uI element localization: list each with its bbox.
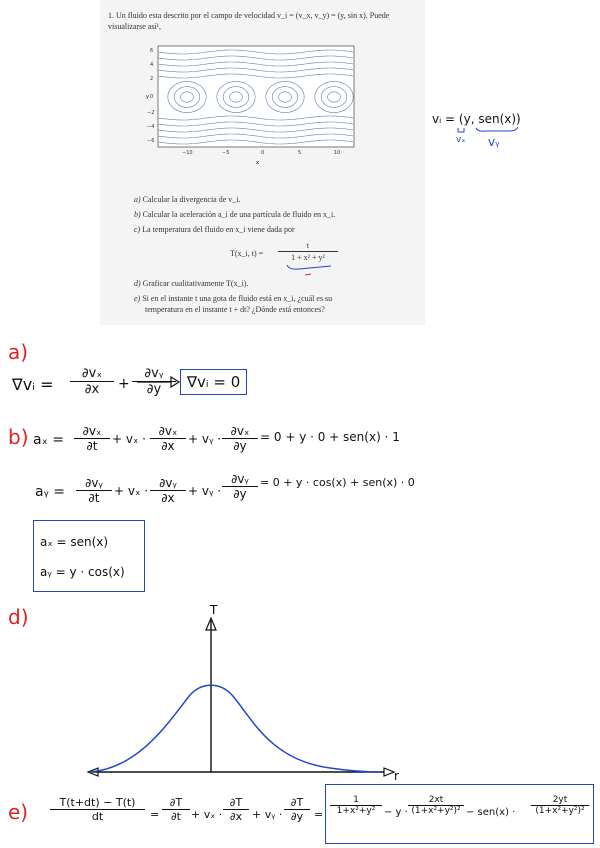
ay-t3: + vᵧ ·	[188, 484, 222, 498]
ay-rhs: = 0 + y · cos(x) + sen(x) · 0	[260, 476, 415, 489]
temperature-formula	[230, 248, 263, 259]
side-note-eq: vᵢ = (y, sen(x))	[432, 112, 521, 126]
y-tick: 4	[150, 62, 154, 68]
y-tick: 6	[150, 48, 154, 54]
plot-x-label: x	[256, 160, 259, 166]
item-e-cont: temperatura en el instante t + dt? ¿Dónde está entonces?	[145, 305, 325, 314]
x-tick: 5	[298, 150, 302, 156]
ax-lhs: aₓ =	[33, 432, 64, 448]
b-result-box	[33, 520, 145, 592]
ay-frac3: ∂vᵧ ∂y	[222, 472, 258, 501]
b-result-ay: aᵧ = y · cos(x)	[40, 565, 125, 579]
y-tick: −2	[147, 110, 155, 116]
side-note-vy: vᵧ	[488, 135, 500, 149]
side-note-brackets	[452, 126, 532, 138]
e-t3: + vᵧ ·	[252, 808, 283, 821]
formula-lhs: T(x_i, t) =	[230, 249, 264, 258]
e-eq: =	[150, 808, 160, 821]
x-tick: 0	[261, 150, 265, 156]
e-frac2: ∂T ∂x	[223, 796, 249, 823]
ax-frac3: ∂vₓ ∂y	[222, 424, 258, 453]
item-b: b) Calcular la aceleración a_i de una partícula de fluido en x_i.	[134, 210, 336, 219]
y-tick: 2	[150, 76, 154, 82]
e-t2: + vₓ ·	[191, 808, 223, 821]
item-d: d) Graficar cualitativamente T(x_i).	[134, 279, 249, 288]
e-r1-frac: 1 1+x²+y²	[330, 795, 382, 816]
section-e-label: e)	[8, 800, 29, 824]
e-eq2: =	[314, 808, 324, 821]
problem-text	[108, 10, 418, 32]
problem-number: 1.	[108, 11, 114, 20]
y-tick: −4	[147, 124, 155, 130]
item-a: a) Calcular la divergencia de v_i.	[134, 195, 241, 204]
implies-arrow	[135, 376, 181, 388]
ay-frac1: ∂vᵧ ∂t	[76, 476, 112, 505]
item-c: c) La temperatura del fluido en x_i viene dada por	[134, 225, 295, 234]
e-r2-frac: 2xt (1+x²+y²)²	[408, 795, 464, 816]
ax-frac2: ∂vₓ ∂x	[150, 424, 186, 453]
r-axis-arrow	[384, 768, 394, 776]
x-tick: 10	[334, 150, 341, 156]
x-tick: −5	[222, 150, 230, 156]
plot-y-label: y	[146, 94, 149, 100]
b-result-ax: aₓ = sen(x)	[40, 535, 109, 549]
e-frac3: ∂T ∂y	[284, 796, 310, 823]
r-axis-label: r	[394, 769, 399, 783]
temperature-sketch	[80, 600, 410, 790]
e-r3-frac: 2yt (1+x²+y²)²	[531, 795, 589, 816]
formula-fraction	[278, 240, 338, 263]
streamline-plot	[140, 42, 360, 167]
a-lhs: ∇vᵢ =	[12, 375, 54, 394]
section-a-label: a)	[8, 340, 29, 364]
formula-num: t	[306, 241, 310, 250]
temperature-curve	[90, 685, 380, 772]
a-result-box: ∇vᵢ = 0	[180, 369, 247, 395]
ay-frac2: ∂vᵧ ∂x	[150, 476, 186, 505]
a-frac1: ∂vₓ ∂x	[70, 366, 114, 397]
ay-t2: + vₓ ·	[114, 484, 148, 498]
e-lhs-frac: T(t+dt) − T(t) dt	[50, 796, 145, 823]
a-plus: +	[118, 376, 130, 392]
section-b-label: b)	[8, 425, 29, 449]
e-frac1: ∂T ∂t	[162, 796, 190, 823]
formula-underline-mark	[285, 262, 335, 278]
ax-t3: + vᵧ ·	[188, 432, 222, 446]
ax-rhs: = 0 + y · 0 + sen(x) · 1	[260, 430, 400, 444]
ax-frac1: ∂vₓ ∂t	[74, 424, 110, 453]
side-note-vx: vₓ	[456, 135, 466, 145]
section-d-label: d)	[8, 605, 29, 629]
e-r2: − y ·	[384, 807, 408, 818]
formula-den: 1 + x² + y²	[278, 251, 338, 263]
x-tick: −10	[182, 150, 193, 156]
ax-t2: + vₓ ·	[112, 432, 146, 446]
e-r3: − sen(x) ·	[466, 807, 516, 818]
t-axis-label: T	[210, 603, 218, 617]
y-tick: −6	[147, 138, 155, 144]
a-frac2: ∂vᵧ ∂y	[132, 366, 176, 397]
ay-lhs: aᵧ =	[35, 484, 65, 500]
problem-statement-text: Un fluido esta descrito por el campo de velocidad v_i = (v_x, v_y) = (y, sin x). Puede visualizarse así¹,	[108, 11, 390, 31]
e-result-box	[325, 784, 594, 844]
y-tick: 0	[150, 94, 154, 100]
item-e: e) Si en el instante t una gota de fluido está en x_i, ¿cuál es su	[134, 294, 333, 303]
problem-statement	[100, 0, 425, 325]
